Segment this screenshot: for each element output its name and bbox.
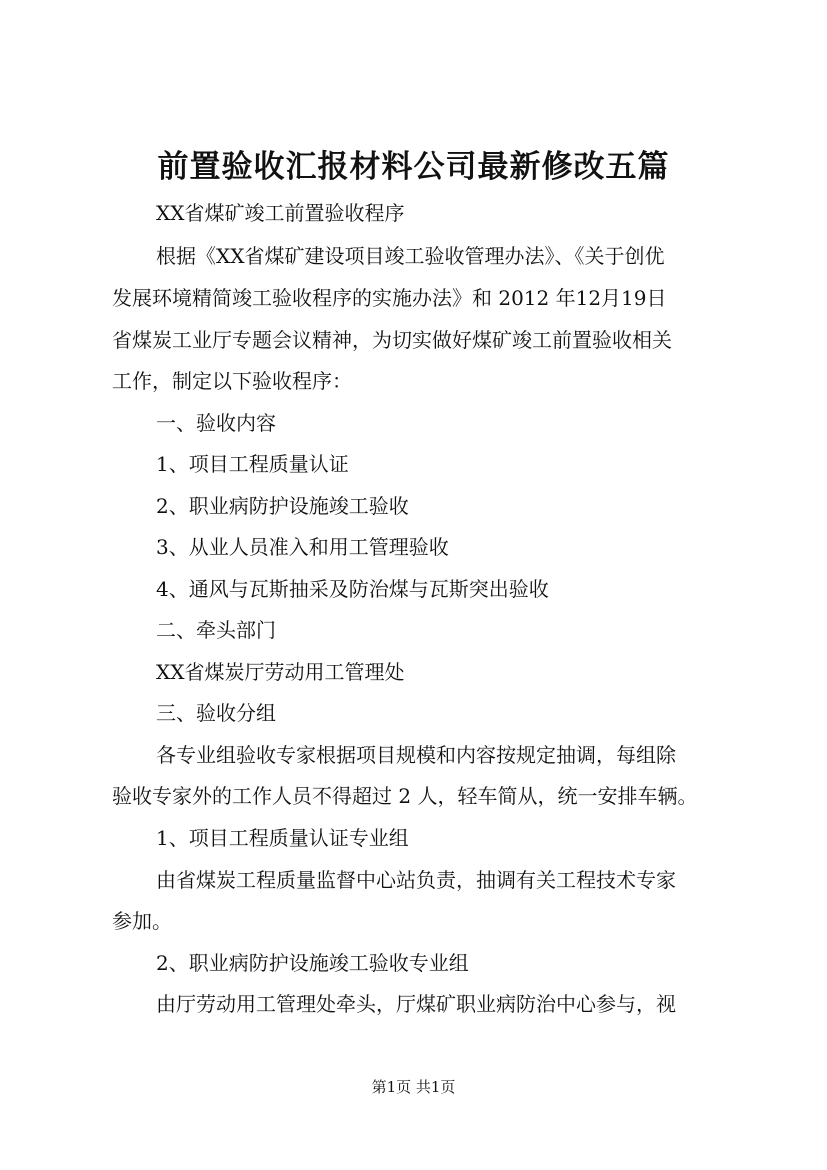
paragraph-line: 根据《XX省煤矿建设项目竣工验收管理办法》、《关于创优 [156,244,665,268]
paragraph-line: XX省煤矿竣工前置验收程序 [156,201,405,225]
page-footer: 第1页 共1页 [371,1078,456,1096]
paragraph-line: 验收专家外的工作人员不得超过 2 人，轻车简从，统一安排车辆。 [112,784,698,808]
paragraph-line: 各专业组验收专家根据项目规模和内容按规定抽调，每组除 [156,743,676,767]
paragraph-line: XX省煤炭厅劳动用工管理处 [156,660,405,684]
section-heading: 一、验收内容 [156,411,276,435]
paragraph-line: 省煤炭工业厅专题会议精神，为切实做好煤矿竣工前置验收相关 [112,328,672,352]
paragraph-line: 由省煤炭工程质量监督中心站负责，抽调有关工程技术专家 [156,868,676,892]
list-item: 3、从业人员准入和用工管理验收 [156,535,449,559]
paragraph-line: 参加。 [112,909,172,933]
list-item: 4、通风与瓦斯抽采及防治煤与瓦斯突出验收 [156,577,549,601]
list-item: 1、项目工程质量认证 [156,452,349,476]
list-item: 1、项目工程质量认证专业组 [156,826,409,850]
document-title: 前置验收汇报材料公司最新修改五篇 [157,149,670,185]
list-item: 2、职业病防护设施竣工验收专业组 [156,951,469,975]
paragraph-line: 工作，制定以下验收程序： [112,369,352,393]
list-item: 2、职业病防护设施竣工验收 [156,494,409,518]
section-heading: 三、验收分组 [156,701,276,725]
section-heading: 二、牵头部门 [156,618,276,642]
paragraph-line: 发展环境精简竣工验收程序的实施办法》和 2012 年12月19日 [112,286,667,310]
paragraph-line: 由厅劳动用工管理处牵头，厅煤矿职业病防治中心参与，视 [156,992,676,1016]
